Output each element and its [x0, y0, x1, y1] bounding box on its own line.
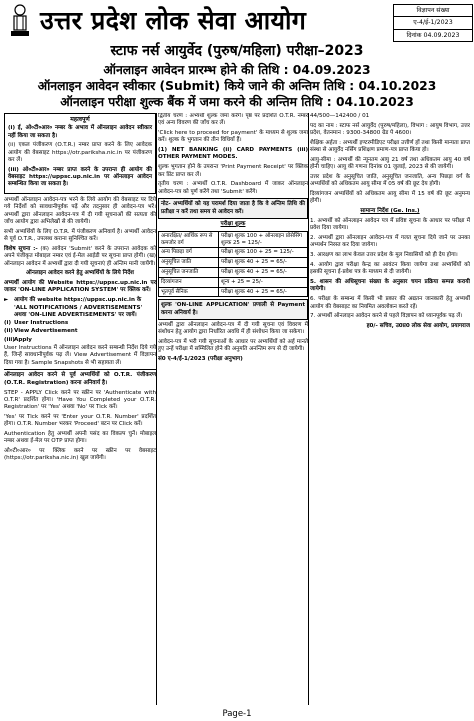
important-para: (ii) एकल पंजीकरण (O.T.R.) नम्बर प्राप्त करने के लिए आवेदक आयोग की वेबसाइट https://otr.pariksha.nic.in पर पंजीकरण कर लें।	[8, 142, 152, 163]
instruction-item: 6. परीक्षा के सम्बन्ध में किसी भी प्रकार की अद्यतन जानकारी हेतु अभ्यर्थी आयोग की वेबसाइट का नियमित अवलोकन करते रहें।	[310, 296, 470, 310]
otr-heading: ऑनलाइन आवेदन करने से पूर्व अभ्यर्थियों को O.T.R. पंजीकरण (O.T.R. Registration) करना अनिवार्य है।	[4, 372, 156, 386]
important-box	[4, 113, 156, 194]
commission-name: उत्तर प्रदेश लोक सेवा आयोग	[40, 6, 307, 35]
important-para: (i) ई, ओ०टी०आर० नम्बर के अभाव में ऑनलाइन आवेदन स्वीकार नहीं किया जा सकता है।	[8, 125, 152, 139]
table-row	[159, 268, 308, 278]
table-row	[159, 231, 308, 248]
table-row	[159, 258, 308, 268]
fee-category: अन्य पिछड़ा वर्ग	[159, 248, 219, 258]
date-line-fee: ऑनलाइन परीक्षा शुल्क बैंक में जमा करने की अन्तिम तिथि : 04.10.2023	[60, 95, 414, 109]
fee-amount: परीक्षा शुल्क 40 + 25 = 65/-	[219, 287, 308, 297]
fee-amount: परीक्षा शुल्क 40 + 25 = 65/-	[219, 268, 308, 278]
date-line-start: ऑनलाइन आवेदन प्रारम्भ होने की तिथि : 04.09.2023	[103, 63, 371, 77]
online-heading: ऑनलाइन आवेदन करने हेतु अभ्यर्थियों के लिये निर्देश	[26, 270, 134, 277]
important-para: (iii) ओ०टी०आर० नम्बर प्राप्त करने के उपरान्त ही आयोग की वेबसाइट https://uppsc.up.nic.in पर ऑनलाइन आवेदन सम्बन्धित किया जा सकता है।	[8, 166, 152, 188]
advt-number: ए-4/ई-1/2023	[394, 17, 472, 29]
fee-category: अनुसूचित जनजाति	[159, 268, 219, 278]
special-note: (क) आवेदन 'Submit' करने के उपरान्त आवेदक को अपने पंजीकृत मोबाइल नम्बर एवं ई-मेल आईडी पर सूचना प्राप्त होगी। (ख) ऑनलाइन आवेदन में अभ्यर्थी द्वारा दी गयी सूचनाएं ही अन्तिम मानी जायेंगी।	[4, 245, 156, 267]
fee-category: अनारक्षित/ आर्थिक रूप से कमजोर वर्ग	[159, 231, 219, 248]
table-row	[159, 287, 308, 297]
user-instructions-para: User Instructions में ऑनलाइन आवेदन करने सम्बन्धी निर्देश दिये गये हैं, जिन्हें सावधानीपूर्वक पढ़ लें। View Advertisement में विज्ञापन दिया गया है। Sample Snapshots से भी सहायता लें।	[4, 345, 156, 366]
fee-category: दिव्यांगजन	[159, 277, 219, 287]
step-item: (ii) View Advertisement	[4, 328, 78, 335]
step2-para: द्वितीय चरण : अभ्यर्थी शुल्क जमा करेंगे। पृष्ठ पर प्रदर्शित O.T.R. नम्बर एवं अन्य विवरण की जाँच कर लें।	[158, 113, 308, 127]
fee-category: भूतपूर्व सैनिक	[159, 287, 219, 297]
step3-para: तृतीय चरण : अभ्यर्थी O.T.R. Dashboard में जाकर ऑनलाइन आवेदन-पत्र को पूर्ण करेंगे तथा 'Submit' करेंगे।	[158, 181, 308, 195]
instruction-item: 5. शासन की अधिसूचना संख्या के अनुसार चयन प्रक्रिया सम्पन्न करायी जायेगी।	[310, 279, 470, 293]
instruction-para: सभी अभ्यर्थियों के लिए O.T.R. में पंजीकरण अनिवार्य है। अभ्यर्थी आवेदन से पूर्व O.T.R., उपलब्ध कराना सुनिश्चित करें।	[4, 228, 156, 243]
last-para: ओ०टी०आर० पर क्लिक करने पर स्क्रीन पर वेबसाइट (https://otr.pariksha.nic.in) खुल जायेगी।	[4, 448, 156, 462]
otr-para: STEP - APPLY Click करने पर स्क्रीन पर 'Authenticate with O.T.R' प्रदर्शित होगा। 'Have You Completed your O.T.R. Registration' पर 'Yes' अथवा 'No' पर Tick करें।	[4, 389, 156, 411]
age-relaxation: उत्तर प्रदेश के अनुसूचित जाति, अनुसूचित जनजाति, अन्य पिछड़ा वर्ग के अभ्यर्थियों को अधिकतम आयु सीमा में 05 वर्ष की छूट देय होगी।	[310, 174, 470, 188]
payment-modes: (1) NET BANKING (ii) CARD PAYMENTS (iii) OTHER PAYMENT MODES.	[158, 147, 308, 161]
fee-amount: परीक्षा शुल्क 40 + 25 = 65/-	[219, 258, 308, 268]
fee-amount: परीक्षा शुल्क 100 + 25 = 125/-	[219, 248, 308, 258]
instruction-item: 3. आरक्षण का लाभ केवल उत्तर प्रदेश के मूल निवासियों को ही देय होगा।	[310, 252, 458, 259]
column-right	[310, 113, 470, 705]
step-item: (iii) Apply	[4, 336, 32, 343]
bottom-para: अभ्यर्थी द्वारा ऑनलाइन आवेदन-पत्र में दी गयी सूचना एवं विवरण में संशोधन हेतु आयोग द्वारा निर्धारित अवधि में ही संशोधन किया जा सकेगा।	[158, 322, 308, 336]
yes-para: 'Yes' पर Tick करने पर 'Enter your O.T.R. Number' प्रदर्शित होगा। O.T.R. Number भरकर 'Proceed' बटन पर Click करें।	[4, 413, 156, 428]
post-details: पद का नाम : स्टाफ नर्स आयुर्वेद (पुरुष/महिला), विभाग : आयुष विभाग, उत्तर प्रदेश, वेतनमान : 9300-34800 ग्रेड पे 4600।	[310, 122, 470, 137]
fee-table	[158, 231, 308, 298]
auth-para: Authentication हेतु अभ्यर्थी अपनी पसंद का विकल्प चुनें। मोबाइल नम्बर अथवा ई-मेल पर OTP प्राप्त होगा।	[4, 430, 156, 445]
column-divider	[156, 113, 157, 705]
header	[4, 2, 470, 42]
important-title: महत्वपूर्ण	[70, 116, 90, 123]
qualification: शैक्षिक अर्हता : अभ्यर्थी इण्टरमीडिएट परीक्षा उत्तीर्ण हों तथा किसी मान्यता प्राप्त संस्था से आयुर्वेद नर्सिंग प्रशिक्षण प्रमाण-पत्र प्राप्त किया हो।	[310, 139, 470, 154]
age-relaxation: दिव्यांगजन अभ्यर्थियों को अधिकतम आयु सीमा में 15 वर्ष की छूट अनुमन्य होगी।	[310, 191, 470, 205]
step2-para: शुल्क भुगतान होने के उपरान्त 'Print Payment Receipt' पर क्लिक कर प्रिंट प्राप्त कर लें।	[158, 164, 308, 178]
table-row	[159, 248, 308, 258]
step-item: ► आयोग की website https://uppsc.up.nic.in के 'ALL NOTIFICATIONS / ADVERTISEMENTS' अथवा 'ON-LINE ADVERTISEMENTS' पर जायें।	[4, 297, 143, 318]
advertisement-box	[393, 4, 473, 42]
online-application-box: शुल्क 'ON-LINE APPLICATION' प्रणाली से Payment करना अनिवार्य है।	[158, 299, 308, 320]
fee-amount: शून्य + 25 = 25/-	[219, 277, 308, 287]
signature: ह0/- सचिव, उ0प्र0 लोक सेवा आयोग, प्रयागराज	[366, 323, 470, 330]
divider	[4, 369, 156, 370]
notice-reference: सं0 ए-4/ई-1/2023 (परीक्षा अनुभाग)	[158, 356, 243, 363]
instruction-item: 2. अभ्यर्थी द्वारा ऑनलाइन आवेदन-पत्र में गलत सूचना दिये जाने पर उनका अभ्यर्थन निरस्त कर दिया जायेगा।	[310, 235, 470, 249]
age-limit: आयु-सीमा : अभ्यर्थी की न्यूनतम आयु 21 वर्ष तथा अधिकतम आयु 40 वर्ष होनी चाहिए। आयु की गणना दिनांक 01 जुलाई, 2023 से की जायेगी।	[310, 156, 470, 171]
date-line-submit: ऑनलाइन आवेदन स्वीकार (Submit) किये जाने की अन्तिम तिथि : 04.10.2023	[37, 79, 437, 93]
state-emblem-icon	[8, 3, 32, 39]
advt-date: दिनांक 04.09.2023	[406, 31, 460, 39]
step-item: (i) User Instructions	[4, 320, 69, 327]
ref-number: 44/500—142400 / 01	[310, 113, 370, 119]
general-instructions-heading: सामान्य निर्देश (Ge. Ins.)	[360, 208, 420, 215]
instruction-para: अभ्यर्थी ऑनलाइन आवेदन-पत्र भरने के लिये आयोग की वेबसाइट पर दिये गये निर्देशों को सावधानीपूर्वक पढ़ें और तदनुसार ही आवेदन-पत्र भरें। अभ्यर्थी द्वारा ऑनलाइन आवेदन-पत्र में दी गयी सूचनाओं की सत्यता की जाँच आयोग द्वारा अभिलेखों से की जायेगी।	[4, 197, 156, 226]
note-box: नोट- अभ्यर्थियों को यह परामर्श दिया जाता है कि वे अन्तिम तिथि की प्रतीक्षा न करें तथा समय से आवेदन करें।	[158, 198, 308, 219]
special-note-label: विशेष सूचना :-	[4, 245, 38, 252]
fee-category: अनुसूचित जाति	[159, 258, 219, 268]
instruction-item: 7. अभ्यर्थी ऑनलाइन आवेदन करने से पहले विज्ञापन को ध्यानपूर्वक पढ़ लें।	[310, 313, 463, 320]
page-number: Page-1	[222, 709, 252, 719]
online-para: अभ्यर्थी आयोग की Website https://uppsc.up.nic.in पर जाकर 'ON-LINE APPLICATION SYSTEM' पर क्लिक करें।	[4, 280, 156, 294]
instruction-item: 1. अभ्यर्थी को ऑनलाइन आवेदन पत्र में प्रविष्ट सूचना के आधार पर परीक्षा में प्रवेश दिया जायेगा।	[310, 218, 470, 232]
column-left	[4, 113, 156, 705]
advt-label: विज्ञापन संख्या	[394, 5, 472, 17]
bottom-para: आवेदन-पत्र में भरी गयी सूचनाओं के आधार पर अभ्यर्थियों को अर्ह मानते हुए उन्हें परीक्षा में सम्मिलित होने की अनुमति अनन्तिम रूप से दी जायेगी।	[158, 339, 308, 353]
table-row	[159, 277, 308, 287]
column-middle	[158, 113, 308, 705]
fee-heading: परीक्षा शुल्क	[220, 221, 246, 228]
instruction-item: 4. आयोग द्वारा परीक्षा केन्द्र का आवंटन किया जायेगा तथा अभ्यर्थियों को इसकी सूचना ई-प्रवेश पत्र के माध्यम से दी जायेगी।	[310, 262, 470, 276]
exam-title: स्टाफ नर्स आयुर्वेद (पुरुष/महिला) परीक्षा–2023	[110, 43, 364, 59]
fee-amount: परीक्षा शुल्क 100 + ऑनलाइन प्रोसेसिंग शुल्क 25 = 125/-	[219, 231, 308, 248]
column-divider	[308, 113, 309, 705]
step2-para: 'Click here to proceed for payment' के माध्यम से शुल्क जमा करें। शुल्क के भुगतान की तीन विधियाँ हैं।	[158, 130, 308, 144]
